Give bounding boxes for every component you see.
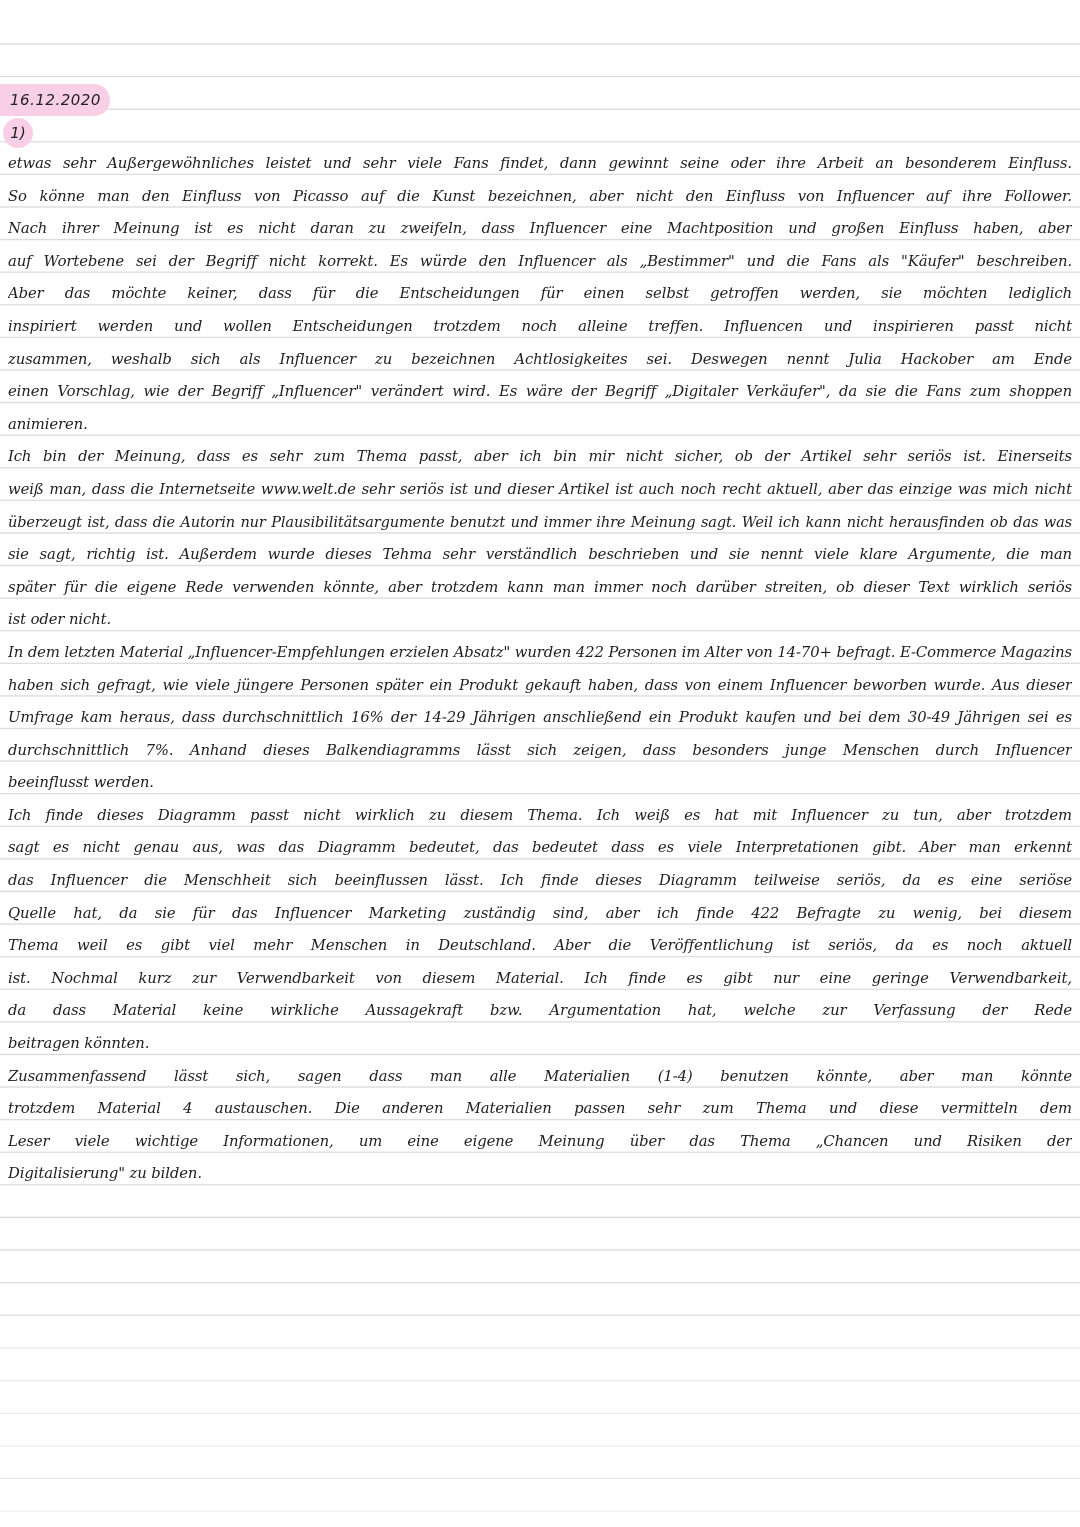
text-line: weiß man, dass die Internetseite www.welt.de sehr seriös ist und dieser Artikel ist auch noch recht aktuell, aber das einzige was mich nicht	[8, 480, 1072, 498]
text-line: Aber das möchte keiner, dass für die Entscheidungen für einen selbst getroffen werden, sie möchten lediglich	[8, 285, 1072, 303]
text-line: inspiriert werden und wollen Entscheidungen trotzdem noch alleine treffen. Influencen und inspirieren passt nicht	[8, 317, 1072, 335]
text-line: Umfrage kam heraus, dass durchschnittlich 16% der 14-29 Jährigen anschließend ein Produkt kaufen und bei dem 30-49 Jährigen sei es	[8, 709, 1072, 727]
date-label: 16.12.2020	[0, 84, 110, 116]
text-line: Quelle hat, da sie für das Influencer Marketing zuständig sind, aber ich finde 422 Befragte zu wenig, bei diesem	[8, 904, 1072, 922]
text-line: zusammen, weshalb sich als Influencer zu bezeichnen Achtlosigkeites sei. Deswegen nennt Julia Hackober am Ende	[8, 350, 1072, 368]
text-line: durchschnittlich 7%. Anhand dieses Balkendiagramms lässt sich zeigen, dass besonders junge Menschen durch Influencer	[8, 741, 1072, 759]
text-line: einen Vorschlag, wie der Begriff „Influencer" verändert wird. Es wäre der Begriff „Digitaler Verkäufer", da sie die Fans zum shoppen	[8, 383, 1072, 401]
text-line: überzeugt ist, dass die Autorin nur Plausibilitätsargumente benutzt und immer ihre Meinung sagt. Weil ich kann nicht herausfinden ob das was	[8, 514, 1072, 531]
text-line: ist. Nochmal kurz zur Verwendbarkeit von diesem Material. Ich finde es gibt nur eine geringe Verwendbarkeit,	[8, 969, 1072, 987]
handwritten-text-body	[8, 148, 1072, 1191]
text-line: da dass Material keine wirkliche Aussagekraft bzw. Argumentation hat, welche zur Verfassung der Rede	[8, 1002, 1072, 1020]
text-line: das Influencer die Menschheit sich beeinflussen lässt. Ich finde dieses Diagramm teilweise seriös, da es eine seriöse	[8, 872, 1072, 890]
text-line: sie sagt, richtig ist. Außerdem wurde dieses Tehma sehr verständlich beschrieben und sie nennt viele klare Argumente, die man	[8, 546, 1072, 564]
text-line: In dem letzten Material „Influencer-Empfehlungen erzielen Absatz" wurden 422 Personen im Alter von 14-70+ befragt. E-Commerce Magazins	[8, 643, 1072, 661]
text-line: Digitalisierung" zu bilden.	[8, 1165, 202, 1183]
section-number-badge: 1)	[3, 118, 33, 148]
text-line: ist oder nicht.	[8, 611, 112, 629]
text-line: Ich bin der Meinung, dass es sehr zum Thema passt, aber ich bin mir nicht sicher, ob der Artikel sehr seriös ist. Einerseits	[8, 448, 1072, 466]
text-line: animieren.	[8, 415, 88, 433]
text-line: beeinflusst werden.	[8, 774, 154, 792]
text-line: später für die eigene Rede verwenden könnte, aber trotzdem kann man immer noch darüber streiten, ob dieser Text wirklich seriös	[8, 578, 1072, 596]
text-line: Ich finde dieses Diagramm passt nicht wirklich zu diesem Thema. Ich weiß es hat mit Influencer zu tun, aber trotzdem	[8, 806, 1072, 824]
text-line: So könne man den Einfluss von Picasso auf die Kunst bezeichnen, aber nicht den Einfluss von Influencer auf ihre Follower.	[8, 187, 1072, 205]
text-line: Nach ihrer Meinung ist es nicht daran zu zweifeln, dass Influencer eine Machtposition und großen Einfluss haben, aber	[8, 220, 1072, 238]
text-line: sagt es nicht genau aus, was das Diagramm bedeutet, das bedeutet dass es viele Interpretationen gibt. Aber man erkennt	[8, 839, 1072, 857]
text-line: etwas sehr Außergewöhnliches leistet und sehr viele Fans findet, dann gewinnt seine oder ihre Arbeit an besonderem Einfluss.	[8, 155, 1072, 172]
text-line: beitragen könnten.	[8, 1035, 150, 1053]
text-line: haben sich gefragt, wie viele jüngere Personen später ein Produkt gekauft haben, dass von einem Influencer beworben wurde. Aus dieser	[8, 676, 1072, 694]
text-line: trotzdem Material 4 austauschen. Die anderen Materialien passen sehr zum Thema und diese vermitteln dem	[8, 1100, 1072, 1118]
text-line: auf Wortebene sei der Begriff nicht korrekt. Es würde den Influencer als „Bestimmer" und die Fans als "Käufer" beschreiben.	[8, 252, 1072, 270]
text-line: Zusammenfassend lässt sich, sagen dass man alle Materialien (1-4) benutzen könnte, aber man könnte	[8, 1067, 1072, 1085]
text-line: Leser viele wichtige Informationen, um eine eigene Meinung über das Thema „Chancen und Risiken der	[8, 1132, 1072, 1150]
text-line: Thema weil es gibt viel mehr Menschen in Deutschland. Aber die Veröffentlichung ist seriös, da es noch aktuell	[8, 937, 1072, 955]
